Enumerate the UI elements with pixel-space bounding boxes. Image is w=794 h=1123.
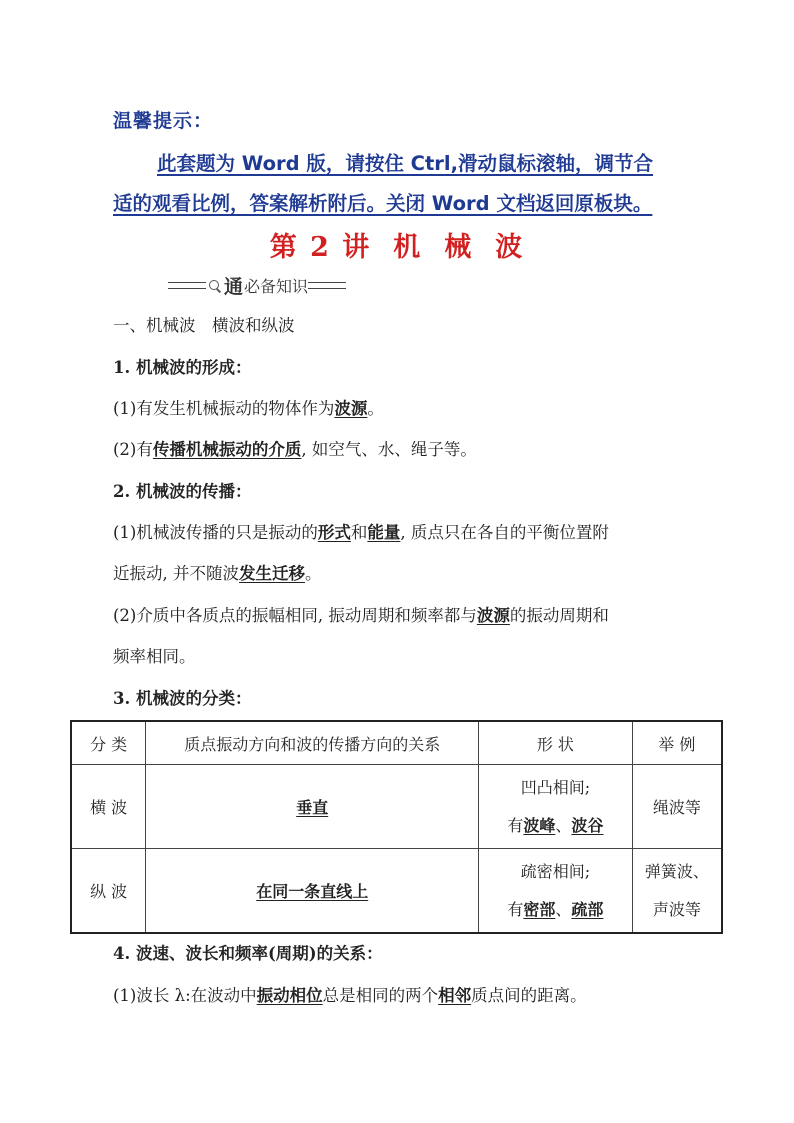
- p1-line-2: (2)有传播机械振动的介质, 如空气、水、绳子等。: [113, 440, 477, 459]
- table-header: 举 例: [632, 721, 722, 765]
- banner-left-line: [168, 282, 206, 289]
- table-cell-shape: 凹凸相间; 有波峰、波谷: [479, 765, 633, 849]
- p4-heading: 4. 波速、波长和频率(周期)的关系：: [113, 944, 383, 963]
- p2-line-3: (2)介质中各质点的振幅相同, 振动周期和频率都与波源的振动周期和: [113, 606, 609, 625]
- table-cell-relation: 垂直: [146, 765, 479, 849]
- tip-line-1: 此套题为 Word 版，请按住 Ctrl,滑动鼠标滚轴，调节合: [157, 152, 653, 175]
- p4-line-1: (1)波长 λ:在波动中振动相位总是相同的两个相邻质点间的距离。: [113, 986, 587, 1005]
- answer-wave-source-2: 波源: [476, 606, 510, 625]
- p2-line-4: 频率相同。: [113, 647, 196, 666]
- section-heading: 一、机械波 横波和纵波: [113, 316, 295, 335]
- tip-line-2: 适的观看比例，答案解析附后。关闭 Word 文档返回原板块。: [113, 192, 653, 215]
- lecture-number: 第 2 讲: [269, 232, 372, 263]
- table-row: [71, 765, 722, 849]
- p1-heading: 1. 机械波的形成：: [113, 358, 252, 377]
- table-cell-example: 绳波等: [632, 765, 722, 849]
- table-header: 质点振动方向和波的传播方向的关系: [146, 721, 479, 765]
- table-cell-shape: 疏密相间; 有密部、疏部: [479, 849, 633, 934]
- answer-phase: 振动相位: [256, 986, 323, 1005]
- table-cell-type: 横 波: [71, 765, 146, 849]
- tip-body: [113, 144, 703, 224]
- p2-heading: 2. 机械波的传播：: [113, 482, 252, 501]
- answer-wave-source: 波源: [334, 399, 368, 418]
- answer-migrate: 发生迁移: [239, 564, 305, 583]
- classification-table: [70, 720, 723, 934]
- p3-heading: 3. 机械波的分类：: [113, 689, 252, 708]
- lecture-char-1: 机: [393, 232, 423, 263]
- table-cell-relation: 在同一条直线上: [146, 849, 479, 934]
- magnifier-icon: [208, 279, 222, 293]
- table-header-row: [71, 721, 722, 765]
- answer-adjacent: 相邻: [438, 986, 472, 1005]
- answer-form: 形式: [317, 523, 351, 542]
- banner-text: 必备知识: [244, 277, 309, 296]
- table-row: [71, 849, 722, 934]
- p2-line-2: 近振动, 并不随波发生迁移。: [113, 564, 322, 583]
- lecture-char-2: 械: [444, 232, 474, 263]
- table-cell-type: 纵 波: [71, 849, 146, 934]
- answer-medium: 传播机械振动的介质: [152, 440, 302, 459]
- tip-title: 温馨提示：: [113, 110, 214, 132]
- table-cell-example: 弹簧波、 声波等: [632, 849, 722, 934]
- banner-right-line: [308, 282, 346, 289]
- answer-energy: 能量: [367, 523, 401, 542]
- lecture-char-3: 波: [495, 232, 525, 263]
- table-header: 形 状: [479, 721, 633, 765]
- p1-line-1: (1)有发生机械振动的物体作为波源。: [113, 399, 384, 418]
- lecture-title: [0, 225, 794, 264]
- section-banner: [168, 272, 346, 299]
- table-header: 分 类: [71, 721, 146, 765]
- p2-line-1: (1)机械波传播的只是振动的形式和能量, 质点只在各自的平衡位置附: [113, 523, 609, 542]
- banner-glyph: 通: [224, 276, 244, 298]
